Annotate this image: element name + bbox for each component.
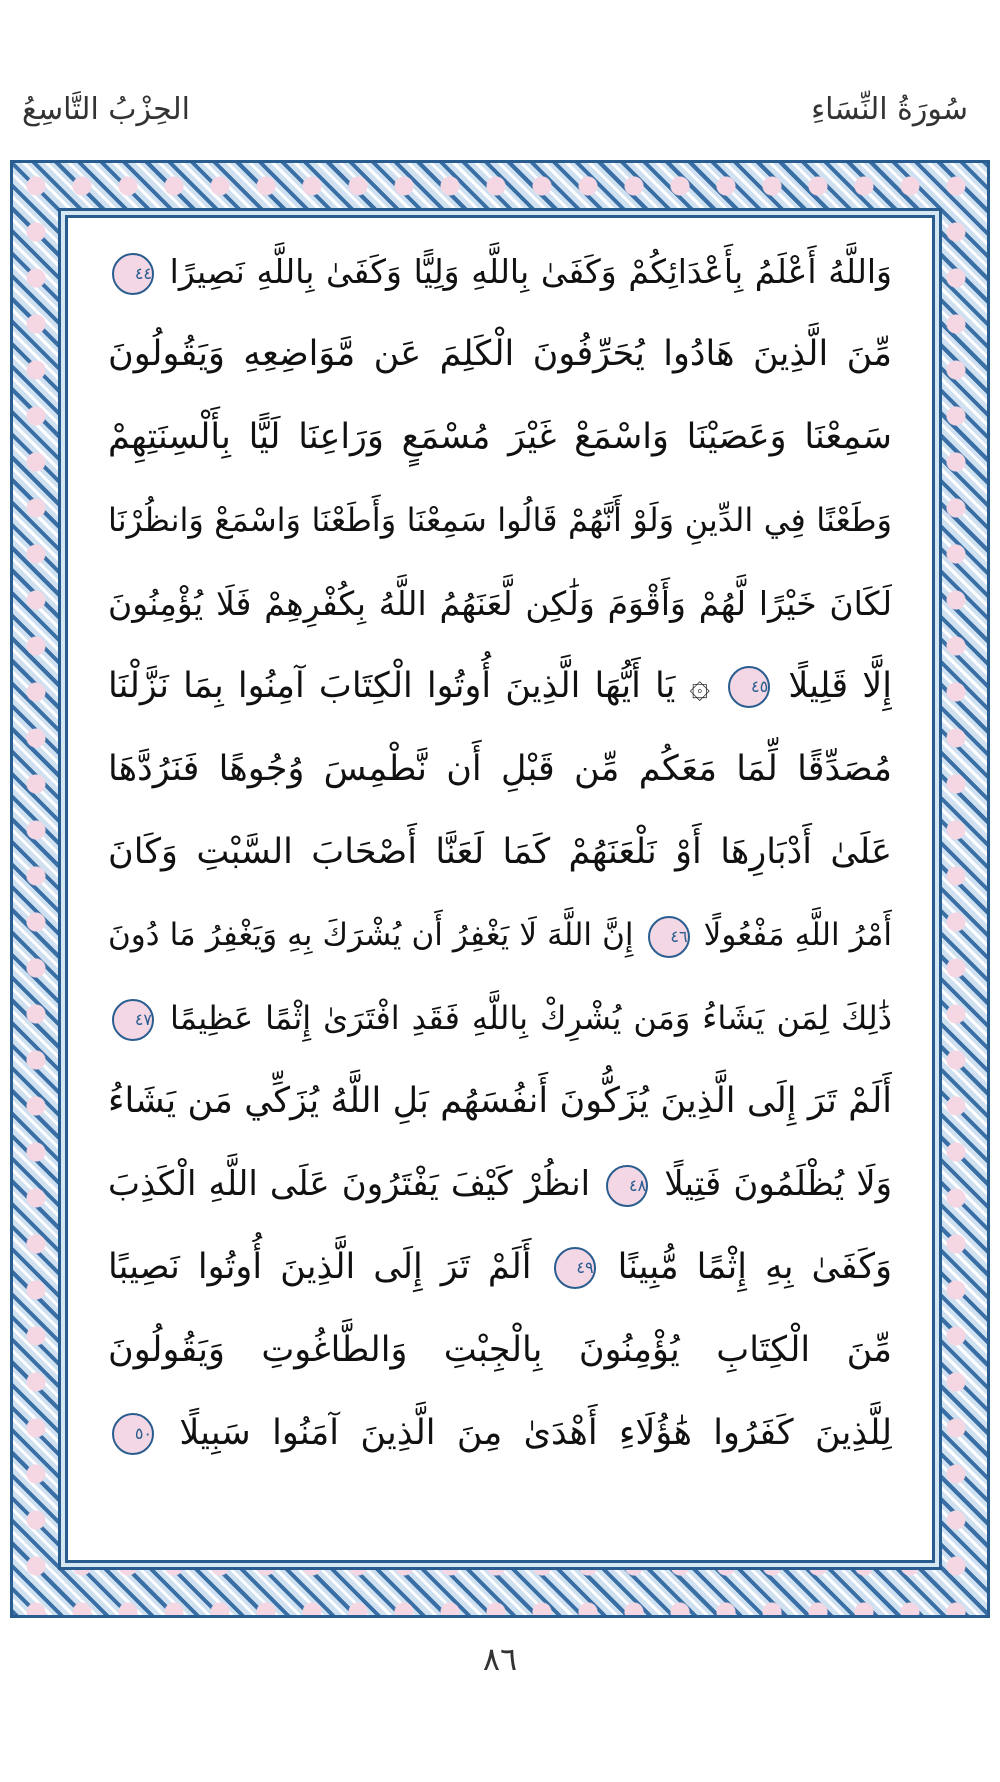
page-header [0,0,1000,160]
text-line: وَلَا يُظْلَمُونَ فَتِيلًا ٤٨ انظُرْ كَيْفَ يَفْتَرُونَ عَلَى اللَّهِ الْكَذِبَ [108,1143,892,1226]
text-line: مُصَدِّقًا لِّمَا مَعَكُم مِّن قَبْلِ أَن نَّطْمِسَ وُجُوهًا فَنَرُدَّهَا [108,749,892,789]
text-line: وَكَفَىٰ بِهِ إِثْمًا مُّبِينًا ٤٩ أَلَمْ تَرَ إِلَى الَّذِينَ أُوتُوا نَصِيبًا [108,1247,892,1287]
ayah-number-marker: ٤٤ [112,253,154,295]
ayah-number-marker: ٤٧ [112,999,154,1041]
text-line: إِلَّا قَلِيلًا ٤٥ ۞ يَا أَيُّهَا الَّذِينَ أُوتُوا الْكِتَابَ آمِنُوا بِمَا نَزَّلْنَا [108,666,892,706]
text-line: وَطَعْنًا فِي الدِّينِ وَلَوْ أَنَّهُمْ قَالُوا سَمِعْنَا وَأَطَعْنَا وَاسْمَعْ وَانظُرْنَا [108,501,892,539]
text-line: لَكَانَ خَيْرًا لَّهُمْ وَأَقْوَمَ وَلَٰكِن لَّعَنَهُمُ اللَّهُ بِكُفْرِهِمْ فَلَا يُؤْمِنُونَ [108,584,892,623]
text-line: ذَٰلِكَ لِمَن يَشَاءُ وَمَن يُشْرِكْ بِاللَّهِ فَقَدِ افْتَرَىٰ إِثْمًا عَظِيمًا ٤٧ [108,977,892,1060]
ornamental-frame [10,160,990,1618]
text-line: أَلَمْ تَرَ إِلَى الَّذِينَ يُزَكُّونَ أَنفُسَهُم بَلِ اللَّهُ يُزَكِّي مَن يَشَاءُ [108,1081,892,1121]
text-line: لِلَّذِينَ كَفَرُوا هَٰؤُلَاءِ أَهْدَىٰ مِنَ الَّذِينَ آمَنُوا سَبِيلًا ٥٠ [108,1392,892,1475]
hizb-name: الحِزْبُ التَّاسِعُ [22,92,190,127]
page-number: ٨٦ [482,1640,518,1678]
text-line: أَمْرُ اللَّهِ مَفْعُولًا ٤٦ إِنَّ اللَّهَ لَا يَغْفِرُ أَن يُشْرَكَ بِهِ وَيَغْفِرُ مَا دُونَ [108,894,892,977]
text-line: مِّنَ الْكِتَابِ يُؤْمِنُونَ بِالْجِبْتِ وَالطَّاغُوتِ وَيَقُولُونَ [108,1330,892,1370]
text-panel [65,215,935,1563]
ayah-number-marker: ٤٨ [606,1165,648,1207]
text-line: وَاللَّهُ أَعْلَمُ بِأَعْدَائِكُمْ وَكَفَىٰ بِاللَّهِ وَلِيًّا وَكَفَىٰ بِاللَّهِ نَصِيرًا ٤٤ [108,230,892,313]
ayah-number-marker: ٤٩ [554,1247,596,1289]
ayah-number-marker: ٤٥ [728,666,770,708]
text-line: عَلَىٰ أَدْبَارِهَا أَوْ نَلْعَنَهُمْ كَمَا لَعَنَّا أَصْحَابَ السَّبْتِ وَكَانَ [108,832,892,872]
text-line: مِّنَ الَّذِينَ هَادُوا يُحَرِّفُونَ الْكَلِمَ عَن مَّوَاضِعِهِ وَيَقُولُونَ [108,334,892,374]
ayah-number-marker: ٥٠ [112,1413,154,1455]
quran-text [108,230,892,1548]
surah-name: سُورَةُ النِّسَاءِ [811,92,968,127]
text-line: سَمِعْنَا وَعَصَيْنَا وَاسْمَعْ غَيْرَ مُسْمَعٍ وَرَاعِنَا لَيًّا بِأَلْسِنَتِهِمْ [108,417,892,457]
ayah-number-marker: ٤٦ [648,916,690,958]
